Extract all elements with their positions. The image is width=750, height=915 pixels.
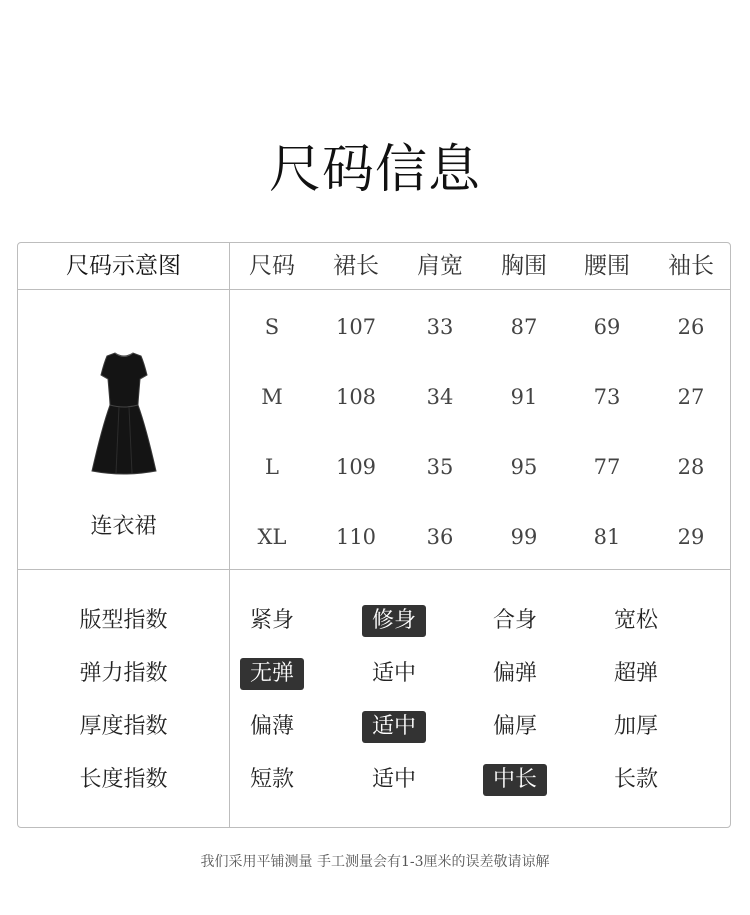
table-cell: 33 (426, 315, 454, 339)
table-cell: 28 (677, 455, 705, 479)
table-cell: 108 (335, 385, 377, 409)
index-option: 偏弹 (492, 661, 537, 686)
table-cell: XL (257, 525, 287, 549)
table-cell: 73 (593, 385, 621, 409)
column-header-waist: 腰围 (584, 253, 630, 279)
header-divider (18, 289, 730, 290)
column-header-sleeve: 袖长 (668, 253, 714, 279)
diagram-header: 尺码示意图 (66, 253, 181, 279)
table-cell: 109 (335, 455, 377, 479)
section-divider (18, 569, 730, 570)
table-cell: 95 (510, 455, 538, 479)
dress-icon (84, 347, 164, 479)
table-cell: 26 (677, 315, 705, 339)
table-cell: 29 (677, 525, 705, 549)
table-cell: 99 (510, 525, 538, 549)
index-option: 长款 (613, 767, 658, 792)
index-option: 偏薄 (249, 714, 294, 739)
table-cell: 35 (426, 455, 454, 479)
table-cell: 110 (335, 525, 377, 549)
index-option: 适中 (371, 767, 416, 792)
column-header-size: 尺码 (249, 253, 295, 279)
index-option: 偏厚 (492, 714, 537, 739)
page-title: 尺码信息 (268, 140, 481, 200)
index-option: 宽松 (613, 608, 658, 633)
index-option: 短款 (249, 767, 294, 792)
table-cell: 36 (426, 525, 454, 549)
table-cell: 107 (335, 315, 377, 339)
index-option: 适中 (371, 661, 416, 686)
index-option: 加厚 (613, 714, 658, 739)
column-header-length: 裙长 (333, 253, 379, 279)
index-option: 超弹 (613, 661, 658, 686)
table-cell: 91 (510, 385, 538, 409)
column-header-shoulder: 肩宽 (417, 253, 463, 279)
garment-label: 连衣裙 (90, 514, 157, 539)
index-option: 紧身 (249, 608, 294, 633)
index-label: 版型指数 (79, 608, 168, 633)
index-option-selected: 无弹 (240, 658, 304, 690)
table-cell: 34 (426, 385, 454, 409)
table-cell: M (261, 385, 283, 409)
size-info-card (17, 242, 731, 828)
index-label: 厚度指数 (79, 714, 168, 739)
index-option: 合身 (492, 608, 537, 633)
index-option-selected: 适中 (362, 711, 426, 743)
table-cell: L (265, 455, 279, 479)
table-cell: 27 (677, 385, 705, 409)
column-header-bust: 胸围 (501, 253, 547, 279)
table-cell: 81 (593, 525, 621, 549)
index-option-selected: 修身 (362, 605, 426, 637)
measurement-note: 我们采用平铺测量 手工测量会有1-3厘米的误差敬请谅解 (200, 854, 550, 870)
table-cell: 87 (510, 315, 538, 339)
table-cell: S (264, 315, 280, 339)
index-option-selected: 中长 (483, 764, 547, 796)
table-cell: 69 (593, 315, 621, 339)
index-label: 长度指数 (79, 767, 168, 792)
index-label: 弹力指数 (79, 661, 168, 686)
table-cell: 77 (593, 455, 621, 479)
